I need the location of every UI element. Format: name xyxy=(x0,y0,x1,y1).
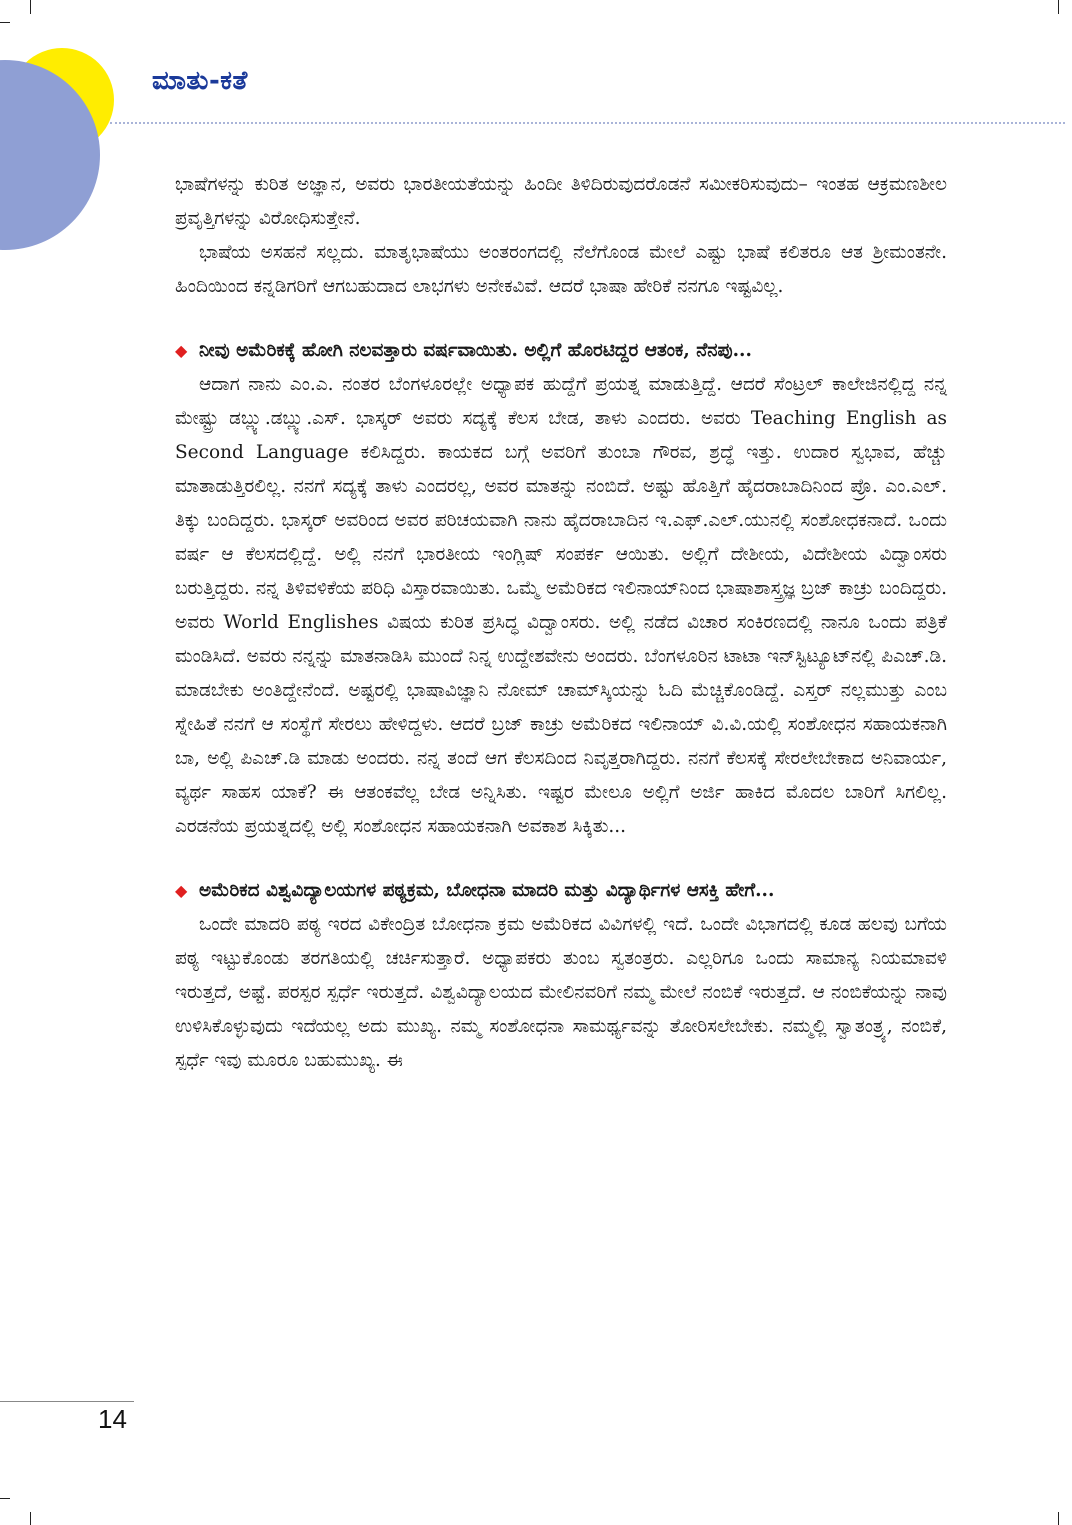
paragraph: ಭಾಷೆಯ ಅಸಹನೆ ಸಲ್ಲದು. ಮಾತೃಭಾಷೆಯು ಅಂತರಂಗದಲ್ಲಿ ನೆಲೆಗೊಂಡ ಮೇಲೆ ಎಷ್ಟು ಭಾಷೆ ಕಲಿತರೂ ಆತ ಶ್ರೀಮಂತನೇ. ಹಿಂದಿಯಿಂದ ಕನ್ನಡಿಗರಿಗೆ ಆಗಬಹುದಾದ ಲಾಭಗಳು ಅನೇಕವಿವೆ. ಆದರೆ ಭಾಷಾ ಹೇರಿಕೆ ನನಗೂ ಇಷ್ಟವಿಲ್ಲ. xyxy=(175,242,947,297)
question-text: ಅಮೆರಿಕದ ವಿಶ್ವವಿದ್ಯಾಲಯಗಳ ಪಠ್ಯಕ್ರಮ, ಬೋಧನಾ ಮಾದರಿ ಮತ್ತು ವಿದ್ಯಾರ್ಥಿಗಳ ಆಸಕ್ತಿ ಹೇಗೆ... xyxy=(199,880,775,901)
crop-mark xyxy=(1058,1512,1059,1525)
crop-mark xyxy=(0,22,10,23)
paragraph: ಆದಾಗ ನಾನು ಎಂ.ಎ. ನಂತರ ಬೆಂಗಳೂರಲ್ಲೇ ಅಧ್ಯಾಪಕ ಹುದ್ದೆಗೆ ಪ್ರಯತ್ನ ಮಾಡುತ್ತಿದ್ದೆ. ಆದರೆ ಸೆಂಟ್ರಲ್ ಕಾಲೇಜಿನಲ್ಲಿದ್ದ ನನ್ನ ಮೇಷ್ಟ್ರು ಡಬ್ಲ್ಯು.ಡಬ್ಲ್ಯು.ಎಸ್. ಭಾಸ್ಕರ್ ಅವರು ಸದ್ಯಕ್ಕೆ ಕೆಲಸ ಬೇಡ, ತಾಳು ಎಂದರು. ಅವರು Teaching English as Second Language ಕಲಿಸಿದ್ದರು. ಕಾಯಕದ ಬಗ್ಗೆ ಅವರಿಗೆ ತುಂಬಾ ಗೌರವ, ಶ್ರದ್ಧೆ ಇತ್ತು. ಉದಾರ ಸ್ವಭಾವ, ಹೆಚ್ಚು ಮಾತಾಡುತ್ತಿರಲಿಲ್ಲ. ನನಗೆ ಸದ್ಯಕ್ಕೆ ತಾಳು ಎಂದರಲ್ಲ, ಅವರ ಮಾತನ್ನು ನಂಬಿದೆ. ಅಷ್ಟು ಹೊತ್ತಿಗೆ ಹೈದರಾಬಾದಿನಿಂದ ಪ್ರೊ. ಎಂ.ಎಲ್. ತಿಕ್ಕು ಬಂದಿದ್ದರು. ಭಾಸ್ಕರ್ ಅವರಿಂದ ಅವರ ಪರಿಚಯವಾಗಿ ನಾನು ಹೈದರಾಬಾದಿನ ಇ.ಎಫ್.ಎಲ್.ಯುನಲ್ಲಿ ಸಂಶೋಧಕನಾದೆ. ಒಂದು ವರ್ಷ ಆ ಕೆಲಸದಲ್ಲಿದ್ದೆ. ಅಲ್ಲಿ ನನಗೆ ಭಾರತೀಯ ಇಂಗ್ಲಿಷ್ ಸಂಪರ್ಕ ಆಯಿತು. ಅಲ್ಲಿಗೆ ದೇಶೀಯ, ವಿದೇಶೀಯ ವಿದ್ವಾಂಸರು ಬರುತ್ತಿದ್ದರು. ನನ್ನ ತಿಳಿವಳಿಕೆಯ ಪರಿಧಿ ವಿಸ್ತಾರವಾಯಿತು. ಒಮ್ಮೆ ಅಮೆರಿಕದ ಇಲಿನಾಯ್‌ನಿಂದ ಭಾಷಾಶಾಸ್ತ್ರಜ್ಞ ಬ್ರಜ್ ಕಾಚ್ರು ಬಂದಿದ್ದರು. ಅವರು World Englishes ವಿಷಯ ಕುರಿತ ಪ್ರಸಿದ್ಧ ವಿದ್ವಾಂಸರು. ಅಲ್ಲಿ ನಡೆದ ವಿಚಾರ ಸಂಕಿರಣದಲ್ಲಿ ನಾನೂ ಒಂದು ಪತ್ರಿಕೆ ಮಂಡಿಸಿದೆ. ಅವರು ನನ್ನನ್ನು ಮಾತನಾಡಿಸಿ ಮುಂದೆ ನಿನ್ನ ಉದ್ದೇಶವೇನು ಅಂದರು. ಬೆಂಗಳೂರಿನ ಟಾಟಾ ಇನ್‌ಸ್ಟಿಟ್ಯೂಟ್‌ನಲ್ಲಿ ಪಿಎಚ್.ಡಿ. ಮಾಡಬೇಕು ಅಂತಿದ್ದೇನೆಂದೆ. ಅಷ್ಟರಲ್ಲಿ ಭಾಷಾವಿಜ್ಞಾನಿ ನೋಮ್ ಚಾಮ್‌ಸ್ಕಿಯನ್ನು ಓದಿ ಮೆಚ್ಚಿಕೊಂಡಿದ್ದೆ. ಎಸ್ತರ್ ನಲ್ಲಮುತ್ತು ಎಂಬ ಸ್ನೇಹಿತೆ ನನಗೆ ಆ ಸಂಸ್ಥೆಗೆ ಸೇರಲು ಹೇಳಿದ್ದಳು. ಆದರೆ ಬ್ರಜ್ ಕಾಚ್ರು ಅಮೆರಿಕದ ಇಲಿನಾಯ್ ವಿ.ವಿ.ಯಲ್ಲಿ ಸಂಶೋಧನ ಸಹಾಯಕನಾಗಿ ಬಾ, ಅಲ್ಲಿ ಪಿಎಚ್.ಡಿ ಮಾಡು ಅಂದರು. ನನ್ನ ತಂದೆ ಆಗ ಕೆಲಸದಿಂದ ನಿವೃತ್ತರಾಗಿದ್ದರು. ನನಗೆ ಕೆಲಸಕ್ಕೆ ಸೇರಲೇಬೇಕಾದ ಅನಿವಾರ್ಯ, ವ್ಯರ್ಥ ಸಾಹಸ ಯಾಕೆ? ಈ ಆತಂಕವೆಲ್ಲ ಬೇಡ ಅನ್ನಿಸಿತು. ಇಷ್ಟರ ಮೇಲೂ ಅಲ್ಲಿಗೆ ಅರ್ಜಿ ಹಾಕಿದ ಮೊದಲ ಬಾರಿಗೆ ಸಿಗಲಿಲ್ಲ. ಎರಡನೆಯ ಪ್ರಯತ್ನದಲ್ಲಿ ಅಲ್ಲಿ ಸಂಶೋಧನ ಸಹಾಯಕನಾಗಿ ಅವಕಾಶ ಸಿಕ್ಕಿತು... xyxy=(175,374,947,837)
interview-question xyxy=(175,874,947,908)
diamond-bullet-icon: ◆ xyxy=(175,881,188,900)
section-title: ಮಾತು-ಕತೆ xyxy=(152,66,248,96)
crop-mark xyxy=(30,0,31,14)
crop-mark xyxy=(30,1512,31,1525)
crop-mark xyxy=(0,1498,10,1499)
page-number: 14 xyxy=(98,1404,127,1434)
diamond-bullet-icon: ◆ xyxy=(175,341,188,360)
crop-mark xyxy=(1058,0,1059,14)
article-body xyxy=(175,168,947,1078)
header-dotted-rule xyxy=(110,122,1065,124)
footer-rule xyxy=(0,1401,134,1402)
paragraph: ಒಂದೇ ಮಾದರಿ ಪಠ್ಯ ಇರದ ವಿಕೇಂದ್ರಿತ ಬೋಧನಾ ಕ್ರಮ ಅಮೆರಿಕದ ವಿವಿಗಳಲ್ಲಿ ಇದೆ. ಒಂದೇ ವಿಭಾಗದಲ್ಲಿ ಕೂಡ ಹಲವು ಬಗೆಯ ಪಠ್ಯ ಇಟ್ಟುಕೊಂಡು ತರಗತಿಯಲ್ಲಿ ಚರ್ಚಿಸುತ್ತಾರೆ. ಅಧ್ಯಾಪಕರು ತುಂಬ ಸ್ವತಂತ್ರರು. ಎಲ್ಲರಿಗೂ ಒಂದು ಸಾಮಾನ್ಯ ನಿಯಮಾವಳಿ ಇರುತ್ತದೆ, ಅಷ್ಟೆ. ಪರಸ್ಪರ ಸ್ಪರ್ಧೆ ಇರುತ್ತದೆ. ವಿಶ್ವವಿದ್ಯಾಲಯದ ಮೇಲಿನವರಿಗೆ ನಮ್ಮ ಮೇಲೆ ನಂಬಿಕೆ ಇರುತ್ತದೆ. ಆ ನಂಬಿಕೆಯನ್ನು ನಾವು ಉಳಿಸಿಕೊಳ್ಳುವುದು ಇದೆಯಲ್ಲ ಅದು ಮುಖ್ಯ. ನಮ್ಮ ಸಂಶೋಧನಾ ಸಾಮರ್ಥ್ಯವನ್ನು ತೋರಿಸಲೇಬೇಕು. ನಮ್ಮಲ್ಲಿ ಸ್ವಾತಂತ್ರ್ಯ, ನಂಬಿಕೆ, ಸ್ಪರ್ಧೆ ಇವು ಮೂರೂ ಬಹುಮುಖ್ಯ. ಈ xyxy=(175,914,947,1071)
question-text: ನೀವು ಅಮೆರಿಕಕ್ಕೆ ಹೋಗಿ ನಲವತ್ತಾರು ವರ್ಷವಾಯಿತು. ಅಲ್ಲಿಗೆ ಹೊರಟಿದ್ದರ ಆತಂಕ, ನೆನಪು... xyxy=(199,340,752,361)
paragraph: ಭಾಷೆಗಳನ್ನು ಕುರಿತ ಅಜ್ಞಾನ, ಅವರು ಭಾರತೀಯತೆಯನ್ನು ಹಿಂದೀ ತಿಳಿದಿರುವುದರೊಡನೆ ಸಮೀಕರಿಸುವುದು– ಇಂತಹ ಆಕ್ರಮಣಶೀಲ ಪ್ರವೃತ್ತಿಗಳನ್ನು ವಿರೋಧಿಸುತ್ತೇನೆ. xyxy=(175,174,947,229)
interview-question xyxy=(175,334,947,368)
